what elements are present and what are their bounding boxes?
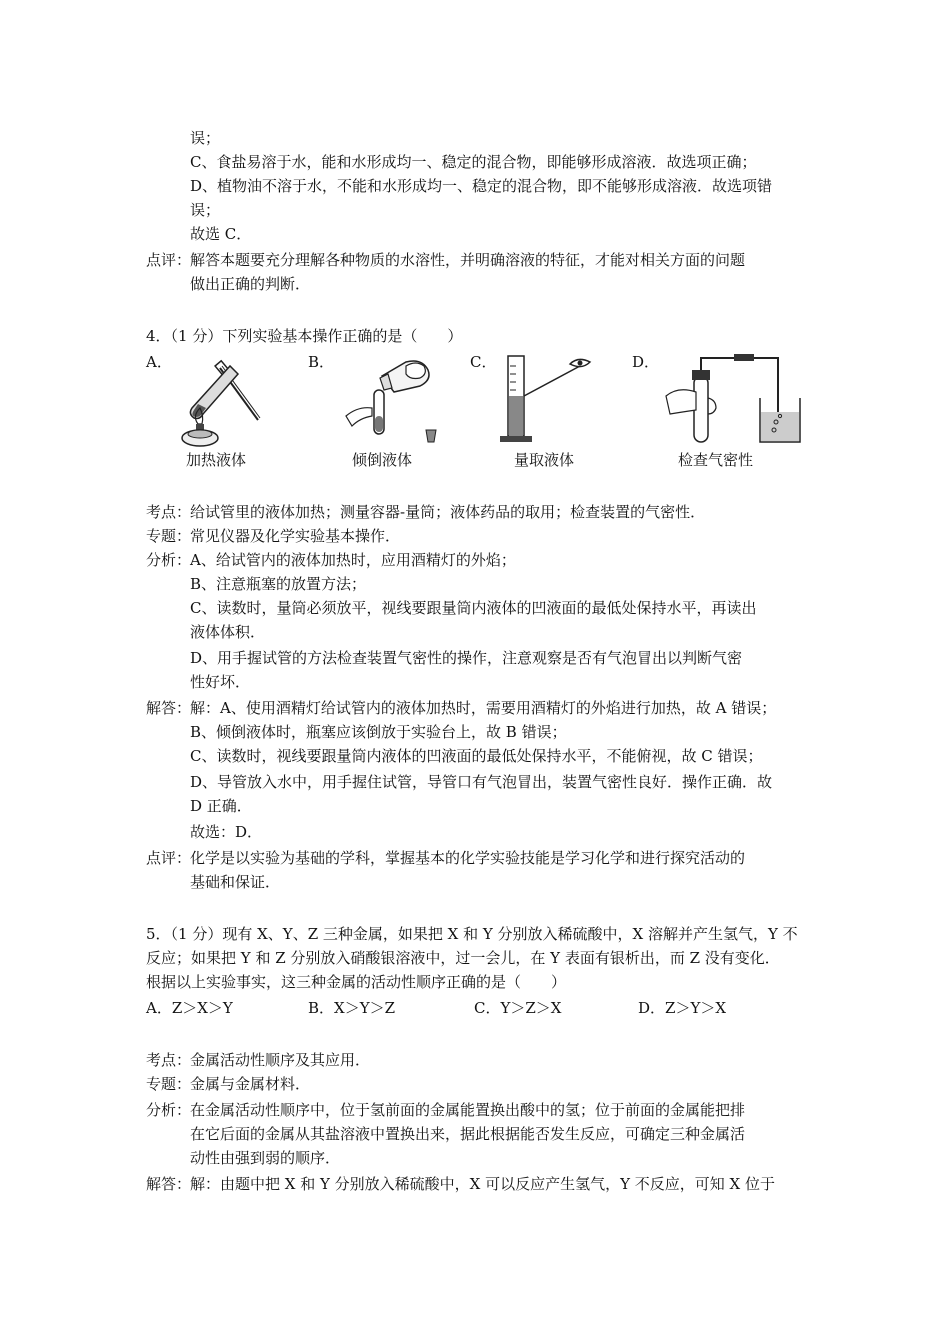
pouring-liquid-icon xyxy=(336,356,446,448)
q4-option-c-caption: 量取液体 xyxy=(514,451,575,469)
q4-option-c-letter: C． xyxy=(470,353,497,371)
q5-jieda-line: 解：由题中把 X 和 Y 分别放入稀硫酸中，X 可以反应产生氢气，Y 不反应，可知 X 位于 xyxy=(190,1175,775,1193)
q5-kaodian: 金属活动性顺序及其应用． xyxy=(190,1051,371,1069)
q4-kaodian: 给试管里的液体加热；测量容器-量筒；液体药品的取用；检查装置的气密性． xyxy=(190,503,706,521)
q4-jieda-line: D、导管放入水中，用手握住试管，导管口有气泡冒出，装置气密性良好．操作正确．故 xyxy=(190,773,773,791)
q5-option-c: C．Y＞Z＞X xyxy=(474,999,562,1017)
q4-dianping-line: 化学是以实验为基础的学科，掌握基本的化学实验技能是学习化学和进行探究活动的 xyxy=(190,849,746,867)
q3-option-d-explanation: D、植物油不溶于水，不能和水形成均一、稳定的混合物，即不能够形成溶液．故选项错 xyxy=(190,177,773,195)
q4-dianping-line: 基础和保证． xyxy=(190,873,281,891)
q4-fenxi-line: A、给试管内的液体加热时，应用酒精灯的外焰； xyxy=(190,551,516,569)
q5-zhuanti-label: 专题： xyxy=(146,1075,192,1093)
q4-jieda-line: C、读数时，视线要跟量筒内液体的凹液面的最低处保持水平，不能俯视，故 C 错误； xyxy=(190,747,763,765)
q5-stem-line: 根据以上实验事实，这三种金属的活动性顺序正确的是（ ） xyxy=(146,973,567,991)
q4-stem: 4．（1 分）下列实验基本操作正确的是（ ） xyxy=(146,327,463,345)
q5-stem-line: 反应；如果把 Y 和 Z 分别放入硝酸银溶液中，过一会儿，在 Y 表面有银析出，而 Z 没有变化． xyxy=(146,949,780,967)
q4-jieda-line: 解：A、使用酒精灯给试管内的液体加热时，需要用酒精灯的外焰进行加热，故 A 错误； xyxy=(190,699,777,717)
q5-option-a: A．Z＞X＞Y xyxy=(146,999,233,1017)
q3-comment-label: 点评： xyxy=(146,251,192,269)
q4-jieda-line: D 正确． xyxy=(190,797,252,815)
q4-fenxi-line: 性好坏． xyxy=(190,673,251,691)
q3-option-d-continuation: 误； xyxy=(190,201,221,219)
q3-option-b-continuation: 误； xyxy=(190,129,221,147)
q5-kaodian-label: 考点： xyxy=(146,1051,192,1069)
q3-option-c-explanation: C、食盐易溶于水，能和水形成均一、稳定的混合物，即能够形成溶液．故选项正确； xyxy=(190,153,757,171)
q4-option-b-caption: 倾倒液体 xyxy=(352,451,413,469)
q4-kaodian-label: 考点： xyxy=(146,503,192,521)
q4-option-d-caption: 检查气密性 xyxy=(678,451,754,469)
q4-option-a-letter: A． xyxy=(146,353,172,371)
q4-zhuanti-label: 专题： xyxy=(146,527,192,545)
q4-zhuanti: 常见仪器及化学实验基本操作． xyxy=(190,527,401,545)
q5-option-b: B．X＞Y＞Z xyxy=(308,999,396,1017)
q4-dianping-label: 点评： xyxy=(146,849,192,867)
q4-jieda-label: 解答： xyxy=(146,699,192,717)
q5-fenxi-label: 分析： xyxy=(146,1101,192,1119)
q4-jieda-line: 故选：D． xyxy=(190,823,263,841)
q4-fenxi-line: B、注意瓶塞的放置方法； xyxy=(190,575,367,593)
q5-zhuanti: 金属与金属材料． xyxy=(190,1075,311,1093)
q3-comment-line-2: 做出正确的判断． xyxy=(190,275,311,293)
q5-jieda-label: 解答： xyxy=(146,1175,192,1193)
q5-fenxi-line: 在金属活动性顺序中，位于氢前面的金属能置换出酸中的氢；位于前面的金属能把排 xyxy=(190,1101,746,1119)
measuring-cylinder-icon xyxy=(498,352,608,448)
q4-fenxi-line: D、用手握试管的方法检查装置气密性的操作，注意观察是否有气泡冒出以判断气密 xyxy=(190,649,743,667)
q4-fenxi-line: C、读数时，量筒必须放平，视线要跟量筒内液体的凹液面的最低处保持水平，再读出 xyxy=(190,599,757,617)
q4-fenxi-line: 液体体积． xyxy=(190,623,266,641)
q4-option-d-letter: D． xyxy=(632,353,660,371)
q5-stem-line: 5．（1 分）现有 X、Y、Z 三种金属，如果把 X 和 Y 分别放入稀硫酸中，X 溶解并产生氢气，Y 不 xyxy=(146,925,798,943)
q3-answer: 故选 C． xyxy=(190,225,252,243)
q4-option-a-caption: 加热液体 xyxy=(186,451,247,469)
q3-comment-line-1: 解答本题要充分理解各种物质的水溶性，并明确溶液的特征，才能对相关方面的问题 xyxy=(190,251,746,269)
q4-jieda-line: B、倾倒液体时，瓶塞应该倒放于实验台上，故 B 错误； xyxy=(190,723,567,741)
q4-fenxi-label: 分析： xyxy=(146,551,192,569)
q5-fenxi-line: 动性由强到弱的顺序． xyxy=(190,1149,341,1167)
q5-fenxi-line: 在它后面的金属从其盐溶液中置换出来，据此根据能否发生反应，可确定三种金属活 xyxy=(190,1125,746,1143)
q4-option-b-letter: B． xyxy=(308,353,335,371)
q5-option-d: D．Z＞Y＞X xyxy=(638,999,727,1017)
airtightness-check-icon xyxy=(660,352,810,448)
heating-liquid-icon xyxy=(170,356,270,448)
